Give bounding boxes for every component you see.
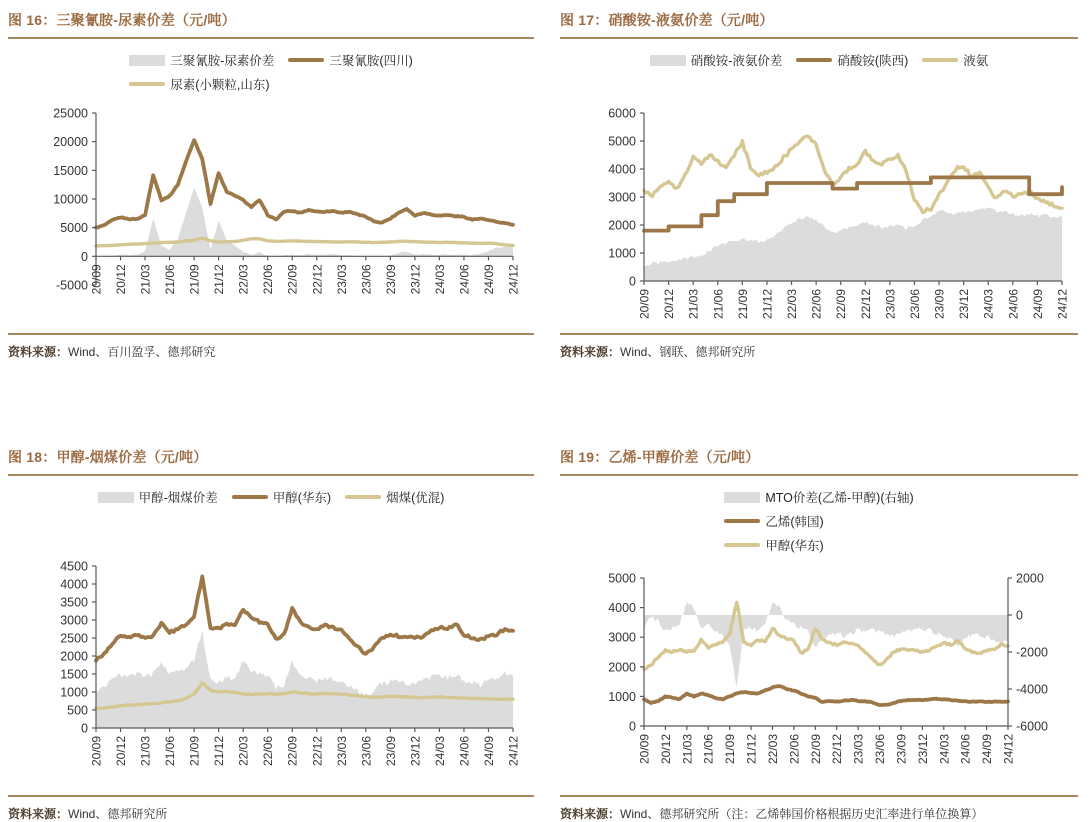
svg-text:24/03: 24/03 (981, 289, 996, 320)
fig18-area-series (96, 631, 513, 728)
svg-text:22/03: 22/03 (236, 264, 251, 295)
svg-text:1000: 1000 (60, 685, 88, 700)
fig18-title-rule (8, 474, 534, 476)
fig16-legend-row (129, 75, 413, 93)
svg-text:-6000: -6000 (1016, 719, 1048, 734)
fig19-source-text: Wind、德邦研究所（注：乙烯韩国价格根据历史汇率进行单位换算） (620, 807, 984, 821)
svg-text:22/03: 22/03 (785, 289, 800, 320)
svg-text:21/06: 21/06 (163, 736, 178, 767)
fig18-legend-item (232, 488, 331, 506)
fig18-line-series (96, 576, 513, 660)
svg-text:20/09: 20/09 (637, 734, 652, 765)
svg-text:21/09: 21/09 (187, 736, 202, 767)
svg-text:21/12: 21/12 (760, 289, 775, 320)
svg-text:21/03: 21/03 (680, 734, 695, 765)
fig17-legend-label: 液氨 (963, 54, 989, 68)
fig17-source-text: Wind、钢联、德邦研究所 (620, 345, 756, 359)
svg-text:23/09: 23/09 (383, 264, 398, 295)
svg-text:1000: 1000 (608, 246, 636, 261)
fig19-line-series (644, 686, 1008, 705)
svg-text:22/06: 22/06 (261, 736, 276, 767)
svg-text:25000: 25000 (53, 106, 88, 121)
svg-text:24/09: 24/09 (1030, 289, 1045, 320)
svg-text:23/06: 23/06 (907, 289, 922, 320)
area-swatch-icon (98, 492, 134, 503)
svg-text:21/06: 21/06 (163, 264, 178, 295)
line-swatch-icon (129, 82, 165, 86)
svg-text:4000: 4000 (60, 577, 88, 592)
fig19-source (560, 797, 1078, 822)
line-swatch-icon (724, 543, 760, 547)
svg-text:2000: 2000 (608, 218, 636, 233)
fig18-legend (98, 488, 445, 512)
svg-text:15000: 15000 (53, 163, 88, 178)
fig19-legend-row (724, 512, 913, 530)
fig16-legend (129, 51, 413, 99)
fig17-legend-item (796, 51, 908, 69)
svg-text:22/12: 22/12 (310, 736, 325, 767)
svg-text:21/06: 21/06 (711, 289, 726, 320)
svg-text:23/06: 23/06 (873, 734, 888, 765)
svg-text:23/09: 23/09 (383, 736, 398, 767)
svg-text:24/09: 24/09 (980, 734, 995, 765)
svg-text:24/12: 24/12 (1055, 289, 1070, 320)
line-swatch-icon (288, 58, 324, 62)
panel-fig18 (0, 437, 540, 821)
fig16-area-series (96, 188, 513, 257)
fig16-source-text: Wind、百川盈孚、德邦研究 (68, 345, 216, 359)
svg-text:20/12: 20/12 (114, 264, 129, 295)
svg-text:22/09: 22/09 (285, 736, 300, 767)
fig18-title: 图 18：甲醇-烟煤价差（元/吨） (8, 449, 208, 465)
svg-text:23/09: 23/09 (932, 289, 947, 320)
svg-text:24/12: 24/12 (1001, 734, 1016, 765)
svg-text:10000: 10000 (53, 192, 88, 207)
svg-text:24/12: 24/12 (506, 736, 521, 767)
svg-text:4500: 4500 (60, 559, 88, 574)
svg-text:21/12: 21/12 (744, 734, 759, 765)
line-swatch-icon (345, 495, 381, 499)
svg-text:21/03: 21/03 (138, 264, 153, 295)
svg-text:3000: 3000 (60, 613, 88, 628)
fig16-source (8, 335, 534, 360)
svg-text:22/03: 22/03 (765, 734, 780, 765)
svg-text:21/09: 21/09 (187, 264, 202, 295)
fig18-source (8, 797, 534, 822)
svg-text:22/09: 22/09 (808, 734, 823, 765)
fig16-legend-item (129, 51, 274, 69)
svg-text:0: 0 (629, 274, 636, 289)
svg-text:21/09: 21/09 (723, 734, 738, 765)
panel-fig16 (0, 0, 540, 437)
area-swatch-icon (129, 55, 165, 66)
fig19-legend (724, 488, 913, 560)
area-swatch-icon (650, 55, 686, 66)
area-swatch-icon (724, 492, 760, 503)
svg-text:-4000: -4000 (1016, 682, 1048, 697)
svg-text:20/09: 20/09 (89, 736, 104, 767)
panel-fig19 (540, 437, 1080, 821)
panel-fig17 (540, 0, 1080, 437)
svg-text:3500: 3500 (60, 595, 88, 610)
fig17-line-series (644, 136, 1062, 212)
svg-text:23/09: 23/09 (894, 734, 909, 765)
fig16-legend-row (129, 51, 413, 69)
svg-text:20/12: 20/12 (114, 736, 129, 767)
svg-text:3000: 3000 (608, 190, 636, 205)
svg-text:22/06: 22/06 (787, 734, 802, 765)
svg-text:1500: 1500 (60, 667, 88, 682)
line-swatch-icon (232, 495, 268, 499)
svg-text:23/12: 23/12 (408, 736, 423, 767)
svg-text:21/03: 21/03 (138, 736, 153, 767)
fig18-legend-item (98, 488, 218, 506)
fig16-legend-item (288, 51, 412, 69)
fig16-title-rule (8, 37, 534, 39)
fig16-chart-svg (8, 103, 538, 331)
fig17-title-rule (560, 37, 1078, 39)
svg-text:21/09: 21/09 (735, 289, 750, 320)
fig17-legend-item (650, 51, 783, 69)
svg-text:24/09: 24/09 (481, 736, 496, 767)
fig19-chart-svg (560, 558, 1090, 793)
svg-text:22/12: 22/12 (858, 289, 873, 320)
svg-text:20000: 20000 (53, 135, 88, 150)
fig18-source-label: 资料来源： (8, 807, 69, 821)
svg-text:24/06: 24/06 (457, 736, 472, 767)
fig19-title-rule (560, 474, 1078, 476)
svg-text:2000: 2000 (1016, 571, 1044, 586)
svg-text:23/12: 23/12 (957, 289, 972, 320)
svg-text:5000: 5000 (608, 571, 636, 586)
svg-text:23/03: 23/03 (883, 289, 898, 320)
fig16-legend-label: 三聚氰胺(四川) (329, 54, 413, 68)
svg-text:4000: 4000 (608, 601, 636, 616)
fig19-legend-row (724, 536, 913, 554)
fig17-chart-svg (560, 103, 1090, 331)
fig18-chart-svg (8, 558, 538, 793)
fig18-legend-item (345, 488, 444, 506)
svg-text:22/06: 22/06 (261, 264, 276, 295)
svg-text:23/12: 23/12 (915, 734, 930, 765)
svg-text:20/12: 20/12 (662, 289, 677, 320)
fig16-legend-item (129, 75, 269, 93)
svg-text:20/09: 20/09 (637, 289, 652, 320)
fig17-area-series (644, 208, 1062, 281)
fig18-legend-label: 甲醇-烟煤价差 (138, 491, 218, 505)
svg-text:21/12: 21/12 (212, 264, 227, 295)
svg-text:24/06: 24/06 (457, 264, 472, 295)
fig19-legend-label: MTO价差(乙烯-甲醇)(右轴) (765, 491, 914, 505)
svg-text:20/12: 20/12 (658, 734, 673, 765)
svg-text:5000: 5000 (60, 221, 88, 236)
fig17-legend-label: 硝酸铵-液氨价差 (690, 54, 783, 68)
fig16-source-label: 资料来源： (8, 345, 69, 359)
fig19-legend-row (724, 488, 913, 506)
svg-text:23/12: 23/12 (408, 264, 423, 295)
svg-text:24/12: 24/12 (506, 264, 521, 295)
svg-text:24/03: 24/03 (937, 734, 952, 765)
svg-text:24/03: 24/03 (432, 736, 447, 767)
fig17-source (560, 335, 1078, 360)
line-swatch-icon (724, 519, 760, 523)
fig17-legend-row (650, 51, 989, 69)
svg-text:23/06: 23/06 (359, 264, 374, 295)
line-swatch-icon (922, 58, 958, 62)
fig18-source-text: Wind、德邦研究所 (68, 807, 168, 821)
svg-text:-5000: -5000 (56, 278, 88, 293)
svg-text:1000: 1000 (608, 689, 636, 704)
svg-text:3000: 3000 (608, 630, 636, 645)
svg-text:23/03: 23/03 (851, 734, 866, 765)
fig17-source-label: 资料来源： (560, 345, 621, 359)
svg-text:24/03: 24/03 (432, 264, 447, 295)
svg-text:21/03: 21/03 (686, 289, 701, 320)
fig18-legend-label: 甲醇(华东) (272, 491, 332, 505)
fig16-legend-label: 尿素(小颗粒,山东) (170, 78, 270, 92)
fig17-legend (650, 51, 989, 75)
fig17-legend-item (922, 51, 988, 69)
fig19-legend-item (724, 536, 823, 554)
svg-text:22/09: 22/09 (285, 264, 300, 295)
svg-text:21/12: 21/12 (212, 736, 227, 767)
fig18-legend-row (98, 488, 445, 506)
svg-text:24/09: 24/09 (481, 264, 496, 295)
svg-text:6000: 6000 (608, 106, 636, 121)
svg-text:0: 0 (81, 249, 88, 264)
svg-text:24/06: 24/06 (958, 734, 973, 765)
svg-text:0: 0 (629, 719, 636, 734)
svg-text:22/06: 22/06 (809, 289, 824, 320)
svg-text:23/06: 23/06 (359, 736, 374, 767)
svg-text:24/06: 24/06 (1006, 289, 1021, 320)
fig16-title: 图 16：三聚氰胺-尿素价差（元/吨） (8, 12, 236, 28)
svg-text:500: 500 (67, 703, 88, 718)
svg-text:2500: 2500 (60, 631, 88, 646)
svg-text:23/03: 23/03 (334, 264, 349, 295)
svg-text:22/09: 22/09 (834, 289, 849, 320)
fig17-legend-label: 硝酸铵(陕西) (837, 54, 909, 68)
fig19-legend-label: 乙烯(韩国) (765, 515, 824, 529)
svg-text:4000: 4000 (608, 162, 636, 177)
fig19-legend-label: 甲醇(华东) (765, 539, 824, 553)
line-swatch-icon (796, 58, 832, 62)
fig19-source-label: 资料来源： (560, 807, 621, 821)
svg-text:2000: 2000 (608, 660, 636, 675)
svg-text:22/12: 22/12 (830, 734, 845, 765)
fig16-line-series (96, 140, 513, 227)
svg-text:22/12: 22/12 (310, 264, 325, 295)
fig18-legend-label: 烟煤(优混) (386, 491, 445, 505)
svg-text:0: 0 (81, 721, 88, 736)
svg-text:20/09: 20/09 (89, 264, 104, 295)
fig17-title: 图 17：硝酸铵-液氨价差（元/吨） (560, 12, 774, 28)
fig19-legend-item (724, 488, 913, 506)
svg-text:21/06: 21/06 (701, 734, 716, 765)
svg-text:23/03: 23/03 (334, 736, 349, 767)
fig16-legend-label: 三聚氰胺-尿素价差 (170, 54, 275, 68)
svg-text:0: 0 (1016, 608, 1023, 623)
fig19-title: 图 19：乙烯-甲醇价差（元/吨） (560, 449, 760, 465)
svg-text:2000: 2000 (60, 649, 88, 664)
fig19-legend-item (724, 512, 823, 530)
svg-text:22/03: 22/03 (236, 736, 251, 767)
svg-text:-2000: -2000 (1016, 645, 1048, 660)
svg-text:5000: 5000 (608, 134, 636, 149)
